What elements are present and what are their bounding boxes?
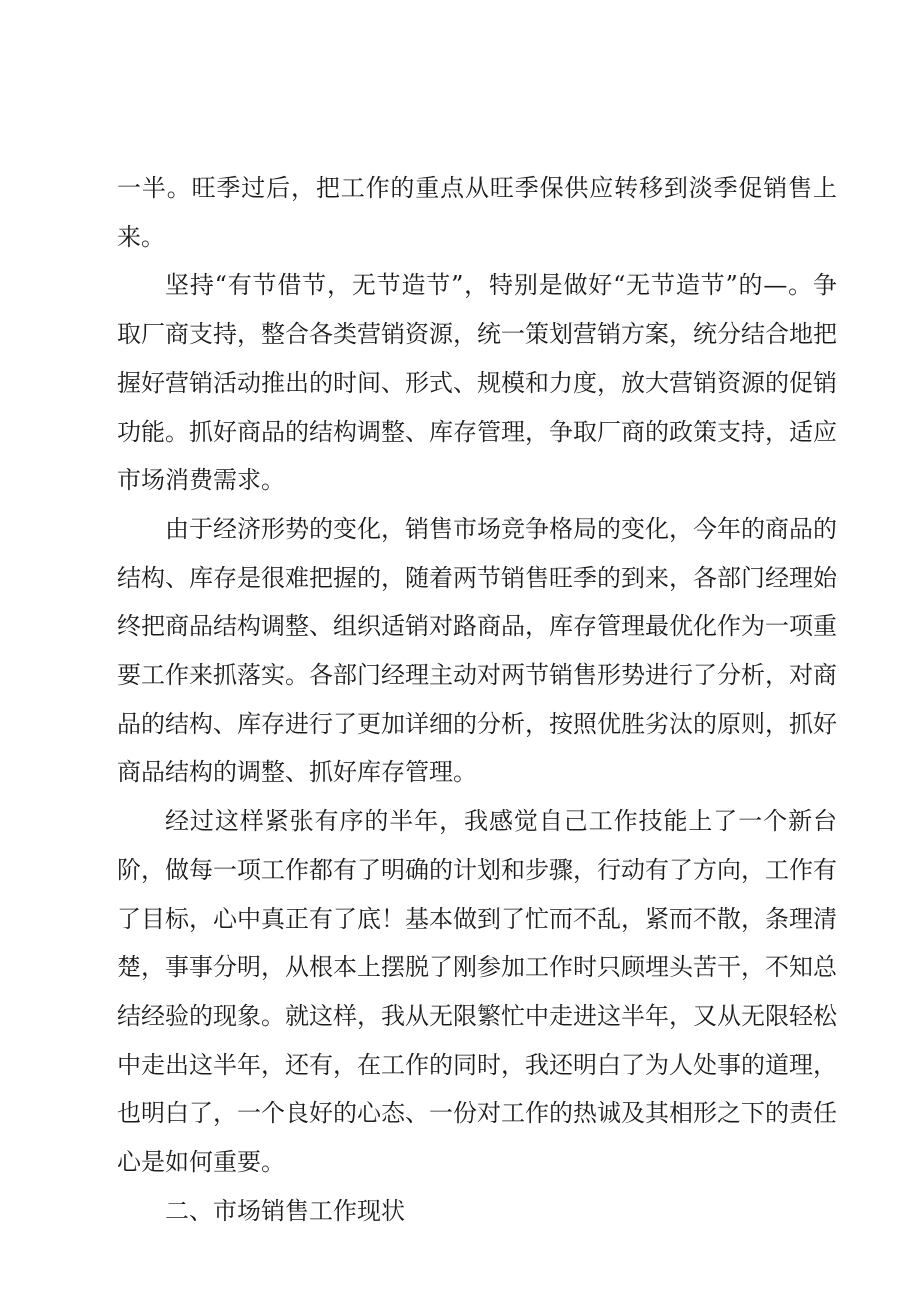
paragraph-personal-growth: 经过这样紧张有序的半年，我感觉自己工作技能上了一个新台阶，做每一项工作都有了明确的计划和步骤，行动有了方向，工作有了目标，心中真正有了底！基本做到了忙而不乱，紧而不散，条理清楚，事事分明，从根本上摆脱了刚参加工作时只顾埋头苦干，不知总结经验的现象。就这样，我从无限繁忙中走进这半年，又从无限轻松中走出这半年，还有，在工作的同时，我还明白了为人处事的道理，也明白了，一个良好的心态、一份对工作的热诚及其相形之下的责任心是如何重要。 [117, 807, 837, 1177]
document-body [117, 164, 837, 1235]
section-heading-market-status: 二、市场销售工作现状 [165, 1196, 405, 1225]
paragraph-promotion-strategy: 坚持“有节借节，无节造节”，特别是做好“无节造节”的—。争取厂商支持，整合各类营销资源，统一策划营销方案，统分结合地把握好营销活动推出的时间、形式、规模和力度，放大营销资源的促销功能。抓好商品的结构调整、库存管理，争取厂商的政策支持，适应市场消费需求。 [117, 271, 837, 495]
paragraph-product-structure: 由于经济形势的变化，销售市场竞争格局的变化，今年的商品的结构、库存是很难把握的，随着两节销售旺季的到来，各部门经理始终把商品结构调整、组织适销对路商品，库存管理最优化作为一项重要工作来抓落实。各部门经理主动对两节销售形势进行了分析，对商品的结构、库存进行了更加详细的分析，按照优胜劣汰的原则，抓好商品结构的调整、抓好库存管理。 [117, 514, 837, 787]
paragraph-continuation: 一半。旺季过后，把工作的重点从旺季保供应转移到淡季促销售上来。 [117, 174, 837, 251]
